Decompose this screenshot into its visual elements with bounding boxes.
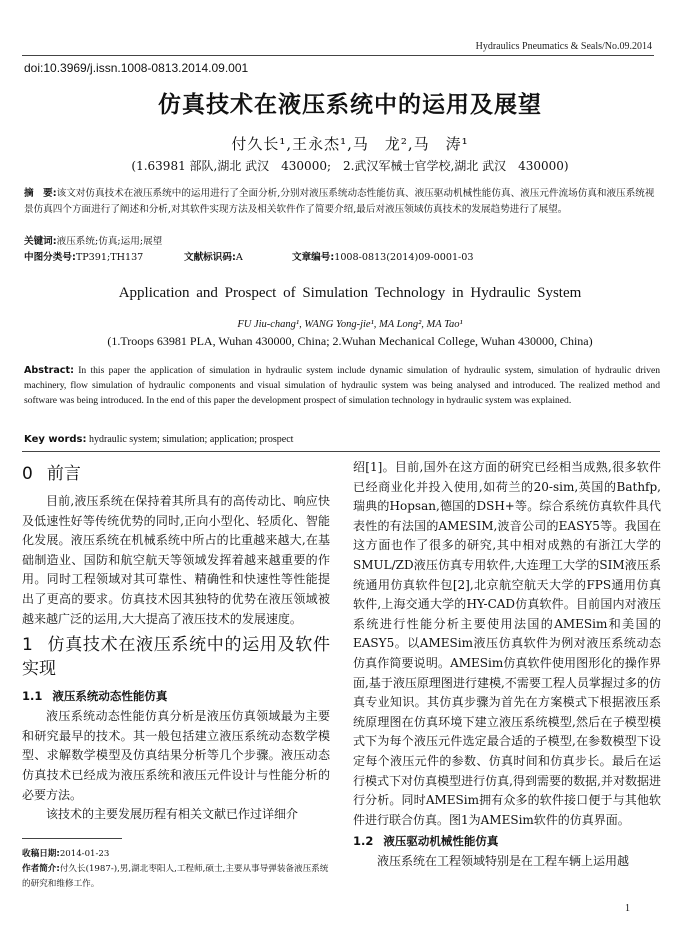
english-keywords-label: Key words: <box>24 434 87 445</box>
section-1-2-paragraph: 液压系统在工程领域特别是在工程车辆上运用越 <box>377 854 630 869</box>
section-1-1-number: 1.1 <box>22 689 43 704</box>
right-column-paragraph-1: 绍[1]。目前,国外在这方面的研究已经相当成熟,很多软件已经商业化并投入使用,如荷兰的20-sim,英国的Bathfp,瑞典的Hopsan,德国的DSH+等。综合系统仿真软件具代表性的有法国的AMESIM,波音公司的EASY5等。我国在这方面也作了很多的研究,其中相对成熟的有浙江大学的SMUL/ZD液压仿真专用软件,大连理工大学的SIM液压系统通用仿真软件包[2],北京航空航天大学的FPS通用仿真软件,上海交通大学的HY-CAD仿真软件。目前国内对液压系统进行性能分析主要使用法国的AMESim和美国的EASY5。以AMESim液压仿真软件为例对液压系统动态仿真作简要说明。AMESim仿真软件使用图形化的操作界面,基于液压原理图进行建模,不需要工程人员掌握过多的仿真专业知识。其仿真步骤为首先在方案模式下根据液压系统原理图在仿真环境下建立液压系统模型,然后在子模型模式下为每个液压元件选定最合适的子模型,在参数模型下设定每个液压元件的参数、仿真时间和仿真步长。最后在运行模式下对仿真模型进行仿真,得到需要的数据,并对数据进行分析。同时AMESim拥有众多的软件接口便于与其他软件进行联合仿真。图1为AMESim软件的仿真界面。 <box>353 460 661 827</box>
chinese-abstract <box>24 186 660 218</box>
section-0-paragraph: 目前,液压系统在保持着其所具有的高传动比、响应快及低速性好等传统优势的同时,正向小型化、轻质化、智能化发展。液压系统在机械系统中所占的比重越来越大,在基础制造业、国防和航空航天等领域发挥着越来越重要的作用。同时工程领域对其可靠性、精确性和快速性等性能提出了更高的要求。仿真技术因其独特的优势在液压领域被越来越广泛的运用,大大提高了液压技术的发展速度。 <box>22 494 330 626</box>
english-abstract-label: Abstract: <box>24 365 74 376</box>
article-no-value: 1008-0813(2014)09-0001-03 <box>334 252 474 263</box>
section-1-1-paragraph-1: 液压系统动态性能仿真分析是液压仿真领域最为主要和研究最早的技术。其一般包括建立液压系统动态数学模型、求解数学模型及仿真结果分析等几个步骤。液压动态仿真技术已经成为液压系统和液压元件设计与性能分析的必要方法。 <box>22 709 330 802</box>
received-date <box>22 847 332 862</box>
section-1-1-heading <box>22 687 330 705</box>
received-value: 2014-01-23 <box>59 849 110 859</box>
received-label: 收稿日期: <box>22 849 60 859</box>
left-column <box>22 458 330 825</box>
english-title: Application and Prospect of Simulation Technology in Hydraulic System <box>118 285 582 301</box>
footnotes <box>22 847 332 892</box>
bio-label: 作者简介: <box>22 864 60 874</box>
doc-code-label: 文献标识码: <box>184 252 236 263</box>
chinese-keywords-label: 关键词: <box>24 236 57 247</box>
right-column <box>353 458 661 872</box>
chinese-affiliation: (1.63981 部队,湖北 武汉 430000; 2.武汉军械士官学校,湖北 武汉 430000) <box>131 159 569 173</box>
section-1-2-heading <box>353 832 661 850</box>
footnote-rule <box>22 838 122 839</box>
section-0-number: 0 <box>22 464 33 484</box>
section-1-2-number: 1.2 <box>353 834 374 849</box>
chinese-authors: 付久长¹,王永杰¹,马 龙²,马 涛¹ <box>231 135 469 153</box>
header-rule <box>22 55 654 56</box>
chinese-abstract-label: 摘 要: <box>24 188 57 199</box>
section-1-1-title: 液压系统动态性能仿真 <box>52 689 168 704</box>
body-rule <box>22 451 660 452</box>
section-0-title: 前言 <box>46 464 81 484</box>
doc-code-value: A <box>235 252 243 263</box>
section-1-title: 仿真技术在液压系统中的运用及软件实现 <box>22 635 330 680</box>
section-1-1-paragraph-2: 该技术的主要发展历程有相关文献已作过详细介 <box>46 807 299 822</box>
chinese-title: 仿真技术在液压系统中的运用及展望 <box>158 92 542 118</box>
english-keywords-text: hydraulic system; simulation; application; prospect <box>89 434 294 445</box>
page-number: 1 <box>625 903 630 914</box>
section-1-2-title: 液压驱动机械性能仿真 <box>383 834 499 849</box>
article-no-label: 文章编号: <box>292 252 335 263</box>
doi[interactable]: doi:10.3969/j.issn.1008-0813.2014.09.001 <box>24 61 249 75</box>
section-1-number: 1 <box>22 635 33 656</box>
english-abstract-text: In this paper the application of simulation in hydraulic system include dynamic simulation of hydraulic system, simulation of hydraulic driven machinery, flow simulation of hydraulic components and visual simulation of hydraulic system was being analysed and introduced. The realized method and software was being introduced. In the end of this paper the development prospect of simulation technology in hydraulic system was explained. <box>24 365 660 406</box>
journal-header: Hydraulics Pneumatics & Seals/No.09.2014 <box>475 41 652 52</box>
chinese-keywords <box>24 234 660 250</box>
section-0-heading <box>22 462 330 486</box>
english-abstract <box>24 363 660 408</box>
english-keywords <box>24 434 660 445</box>
author-bio <box>22 862 332 892</box>
classification-line <box>24 250 664 266</box>
bio-text: 付久长(1987-),男,湖北枣阳人,工程师,硕士,主要从事导弹装备液压系统的研究和维修工作。 <box>22 864 329 889</box>
english-authors: FU Jiu-chang¹, WANG Yong-jie¹, MA Long², MA Tao¹ <box>237 319 463 330</box>
chinese-abstract-text: 该文对仿真技术在液压系统中的运用进行了全面分析,分别对液压系统动态性能仿真、液压驱动机械性能仿真、液压元件流场仿真和液压系统视景仿真四个方面进行了阐述和分析,对其软件实现方法及相关软件作了简要介绍,最后对液压领域仿真技术的发展趋势进行了展望。 <box>24 188 655 215</box>
clc-value: TP391;TH137 <box>75 252 144 263</box>
english-affiliation: (1.Troops 63981 PLA, Wuhan 430000, China; 2.Wuhan Mechanical College, Wuhan 430000, China) <box>107 334 593 348</box>
section-1-heading <box>22 633 330 681</box>
chinese-keywords-text: 液压系统;仿真;运用;展望 <box>56 236 163 247</box>
clc-label: 中图分类号: <box>24 252 76 263</box>
